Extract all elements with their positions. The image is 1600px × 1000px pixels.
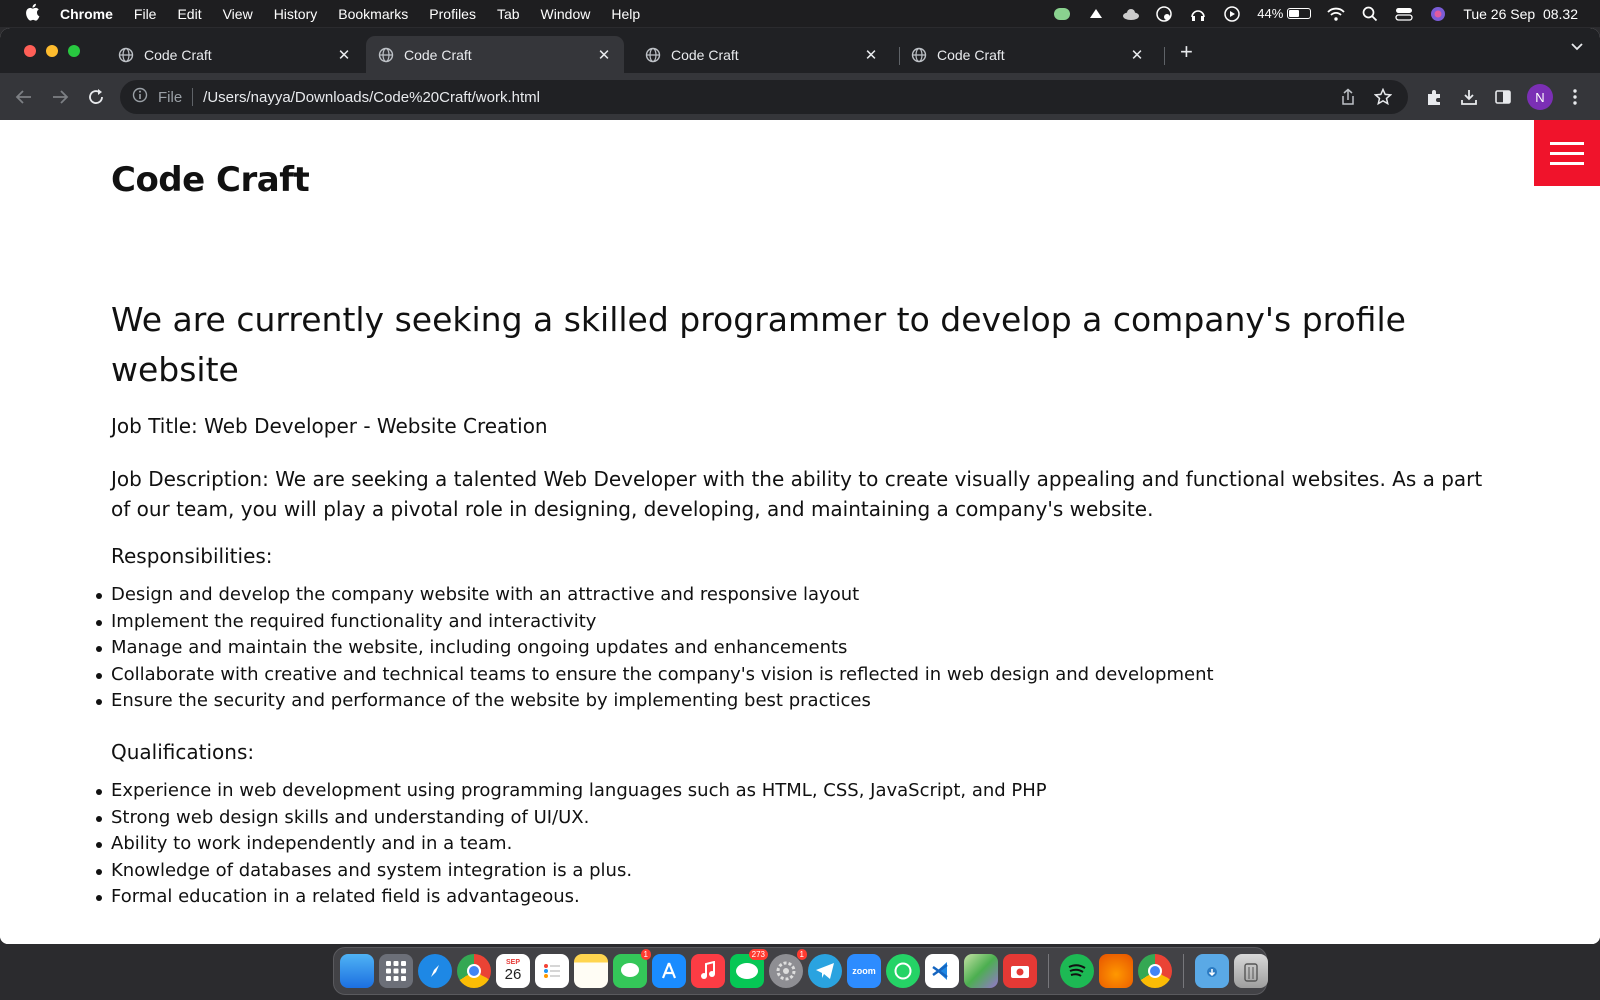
downloads-folder-icon[interactable] bbox=[1195, 954, 1229, 988]
responsibilities-heading: Responsibilities: bbox=[111, 544, 273, 568]
vpn-globe-tray-icon[interactable] bbox=[1155, 6, 1173, 22]
whatsapp-icon[interactable] bbox=[886, 954, 920, 988]
cube-app-icon[interactable] bbox=[964, 954, 998, 988]
list-item: Ensure the security and performance of the website by implementing best practices bbox=[111, 688, 1214, 715]
tab-title: Code Craft bbox=[937, 46, 1005, 63]
bookmark-star-icon[interactable] bbox=[1373, 88, 1393, 106]
tab-strip bbox=[0, 28, 1600, 73]
music-icon[interactable] bbox=[691, 954, 725, 988]
globe-icon bbox=[118, 47, 134, 63]
hamburger-line-icon bbox=[1550, 152, 1584, 155]
photo-booth-icon[interactable] bbox=[1003, 954, 1037, 988]
line-badge: 273 bbox=[749, 949, 768, 960]
play-tray-icon[interactable] bbox=[1223, 6, 1241, 22]
list-item: Implement the required functionality and interactivity bbox=[111, 609, 1214, 636]
calendar-icon[interactable] bbox=[496, 954, 530, 988]
cloud-tray-icon[interactable] bbox=[1121, 6, 1139, 22]
sync-tray-icon[interactable] bbox=[1087, 6, 1105, 22]
wifi-icon[interactable] bbox=[1327, 6, 1345, 22]
reminders-icon[interactable] bbox=[535, 954, 569, 988]
system-settings-gear-icon[interactable] bbox=[769, 950, 804, 988]
menu-tab[interactable]: Tab bbox=[496, 5, 520, 22]
potion-app-icon[interactable] bbox=[1099, 954, 1133, 988]
dock-divider bbox=[1048, 954, 1049, 988]
reload-icon[interactable] bbox=[84, 85, 108, 109]
site-logo-text[interactable]: Code Craft bbox=[111, 160, 310, 200]
menu-help[interactable]: Help bbox=[611, 5, 641, 22]
tab-search-chevron-icon[interactable] bbox=[1570, 40, 1584, 59]
chrome-alt-icon[interactable] bbox=[1138, 954, 1172, 988]
line-tray-icon[interactable] bbox=[1053, 6, 1071, 22]
url-scheme-label: File bbox=[158, 88, 183, 106]
chrome-dock-icon[interactable] bbox=[457, 954, 491, 988]
tab-close-icon[interactable]: ✕ bbox=[1130, 46, 1144, 64]
notes-icon[interactable] bbox=[574, 954, 608, 988]
list-item: Strong web design skills and understanding of UI/UX. bbox=[111, 805, 1047, 832]
tab-title: Code Craft bbox=[671, 46, 739, 63]
line-app-icon[interactable] bbox=[730, 950, 765, 988]
vscode-icon[interactable] bbox=[925, 954, 959, 988]
hamburger-line-icon bbox=[1550, 162, 1584, 165]
list-item: Manage and maintain the website, including ongoing updates and enhancements bbox=[111, 635, 1214, 662]
siri-icon[interactable] bbox=[1429, 6, 1447, 22]
menu-app-chrome[interactable]: Chrome bbox=[60, 5, 113, 22]
qualifications-heading: Qualifications: bbox=[111, 740, 255, 764]
omnibox-divider bbox=[192, 88, 193, 106]
side-panel-icon[interactable] bbox=[1491, 85, 1515, 109]
window-close-button[interactable] bbox=[24, 45, 36, 57]
url-text[interactable]: /Users/nayya/Downloads/Code%20Craft/work.html bbox=[203, 88, 540, 106]
menu-bookmarks[interactable]: Bookmarks bbox=[338, 5, 409, 22]
globe-icon bbox=[378, 47, 394, 63]
new-tab-button[interactable]: + bbox=[1180, 39, 1193, 64]
calendar-day: 26 bbox=[504, 966, 522, 983]
menu-edit[interactable]: Edit bbox=[177, 5, 202, 22]
profile-avatar[interactable]: N bbox=[1527, 84, 1553, 110]
battery-indicator[interactable] bbox=[1257, 6, 1311, 21]
qualifications-list bbox=[111, 778, 1047, 911]
tab-title: Code Craft bbox=[144, 46, 212, 63]
job-description: Job Description: We are seeking a talented Web Developer with the ability to create visually appealing and functional websites. As a part of our team, you will play a pivotal role in designing, developing, and maintaining a company's website. bbox=[111, 467, 1483, 521]
macos-dock bbox=[333, 947, 1267, 995]
globe-icon bbox=[911, 47, 927, 63]
extensions-puzzle-icon[interactable] bbox=[1422, 85, 1446, 109]
menu-window[interactable]: Window bbox=[540, 5, 591, 22]
back-arrow-icon[interactable] bbox=[12, 85, 36, 109]
responsibilities-list bbox=[111, 582, 1214, 715]
list-item: Ability to work independently and in a team. bbox=[111, 831, 1047, 858]
telegram-icon[interactable] bbox=[808, 954, 842, 988]
list-item: Design and develop the company website with an attractive and responsive layout bbox=[111, 582, 1214, 609]
settings-badge: 1 bbox=[797, 949, 807, 960]
hamburger-line-icon bbox=[1550, 142, 1584, 145]
browser-toolbar bbox=[0, 73, 1600, 120]
forward-arrow-icon[interactable] bbox=[48, 85, 72, 109]
list-item: Knowledge of databases and system integration is a plus. bbox=[111, 858, 1047, 885]
headphones-tray-icon[interactable] bbox=[1189, 6, 1207, 22]
window-zoom-button[interactable] bbox=[68, 45, 80, 57]
safari-icon[interactable] bbox=[418, 954, 452, 988]
spotify-icon[interactable] bbox=[1060, 954, 1094, 988]
tab-close-icon[interactable]: ✕ bbox=[864, 46, 878, 64]
tab-separator bbox=[1164, 47, 1165, 65]
tab-close-icon[interactable]: ✕ bbox=[597, 46, 611, 64]
app-store-icon[interactable] bbox=[652, 954, 686, 988]
calendar-month: SEP bbox=[505, 959, 520, 966]
hamburger-menu-button[interactable] bbox=[1534, 120, 1600, 186]
tab-title: Code Craft bbox=[404, 46, 472, 63]
spotlight-search-icon[interactable] bbox=[1361, 6, 1379, 22]
list-item: Collaborate with creative and technical teams to ensure the company's vision is reflected in web design and development bbox=[111, 662, 1214, 689]
menubar-clock[interactable]: Tue 26 Sep 08.32 bbox=[1463, 5, 1578, 22]
window-minimize-button[interactable] bbox=[46, 45, 58, 57]
browser-tab-3[interactable] bbox=[633, 36, 891, 73]
finder-icon[interactable] bbox=[340, 954, 374, 988]
zoom-icon[interactable]: zoom bbox=[847, 954, 881, 988]
list-item: Experience in web development using programming languages such as HTML, CSS, JavaScript, and PHP bbox=[111, 778, 1047, 805]
battery-icon bbox=[1287, 8, 1311, 19]
trash-icon[interactable] bbox=[1234, 954, 1268, 988]
messages-badge: 1 bbox=[641, 949, 651, 960]
menu-profiles[interactable]: Profiles bbox=[429, 5, 476, 22]
menu-view[interactable]: View bbox=[222, 5, 253, 22]
browser-tab-2-active[interactable] bbox=[366, 36, 624, 73]
messages-icon[interactable] bbox=[613, 950, 648, 988]
macos-menubar bbox=[0, 0, 1600, 27]
menu-history[interactable]: History bbox=[273, 5, 318, 22]
apple-menu-icon[interactable] bbox=[24, 3, 42, 24]
battery-fill bbox=[1289, 10, 1299, 17]
status-tray bbox=[1053, 0, 1578, 27]
browser-tab-4[interactable] bbox=[899, 36, 1157, 73]
chrome-menu-kebab-icon[interactable] bbox=[1563, 85, 1587, 109]
address-bar[interactable] bbox=[120, 80, 1408, 114]
share-icon[interactable] bbox=[1338, 88, 1358, 106]
battery-percent: 44% bbox=[1257, 6, 1284, 21]
browser-window bbox=[0, 28, 1600, 944]
launchpad-icon[interactable] bbox=[379, 954, 413, 988]
tab-close-icon[interactable]: ✕ bbox=[337, 46, 351, 64]
dock-divider bbox=[1183, 954, 1184, 988]
download-icon[interactable] bbox=[1457, 85, 1481, 109]
site-info-icon[interactable] bbox=[132, 87, 148, 108]
control-center-icon[interactable] bbox=[1395, 6, 1413, 22]
job-title: Job Title: Web Developer - Website Creation bbox=[111, 414, 548, 438]
browser-tab-1[interactable] bbox=[106, 36, 364, 73]
globe-icon bbox=[645, 47, 661, 63]
page-headline: We are currently seeking a skilled programmer to develop a company's profile website bbox=[111, 300, 1406, 389]
web-page-content bbox=[0, 120, 1600, 944]
list-item: Formal education in a related field is advantageous. bbox=[111, 884, 1047, 911]
menu-file[interactable]: File bbox=[133, 5, 157, 22]
